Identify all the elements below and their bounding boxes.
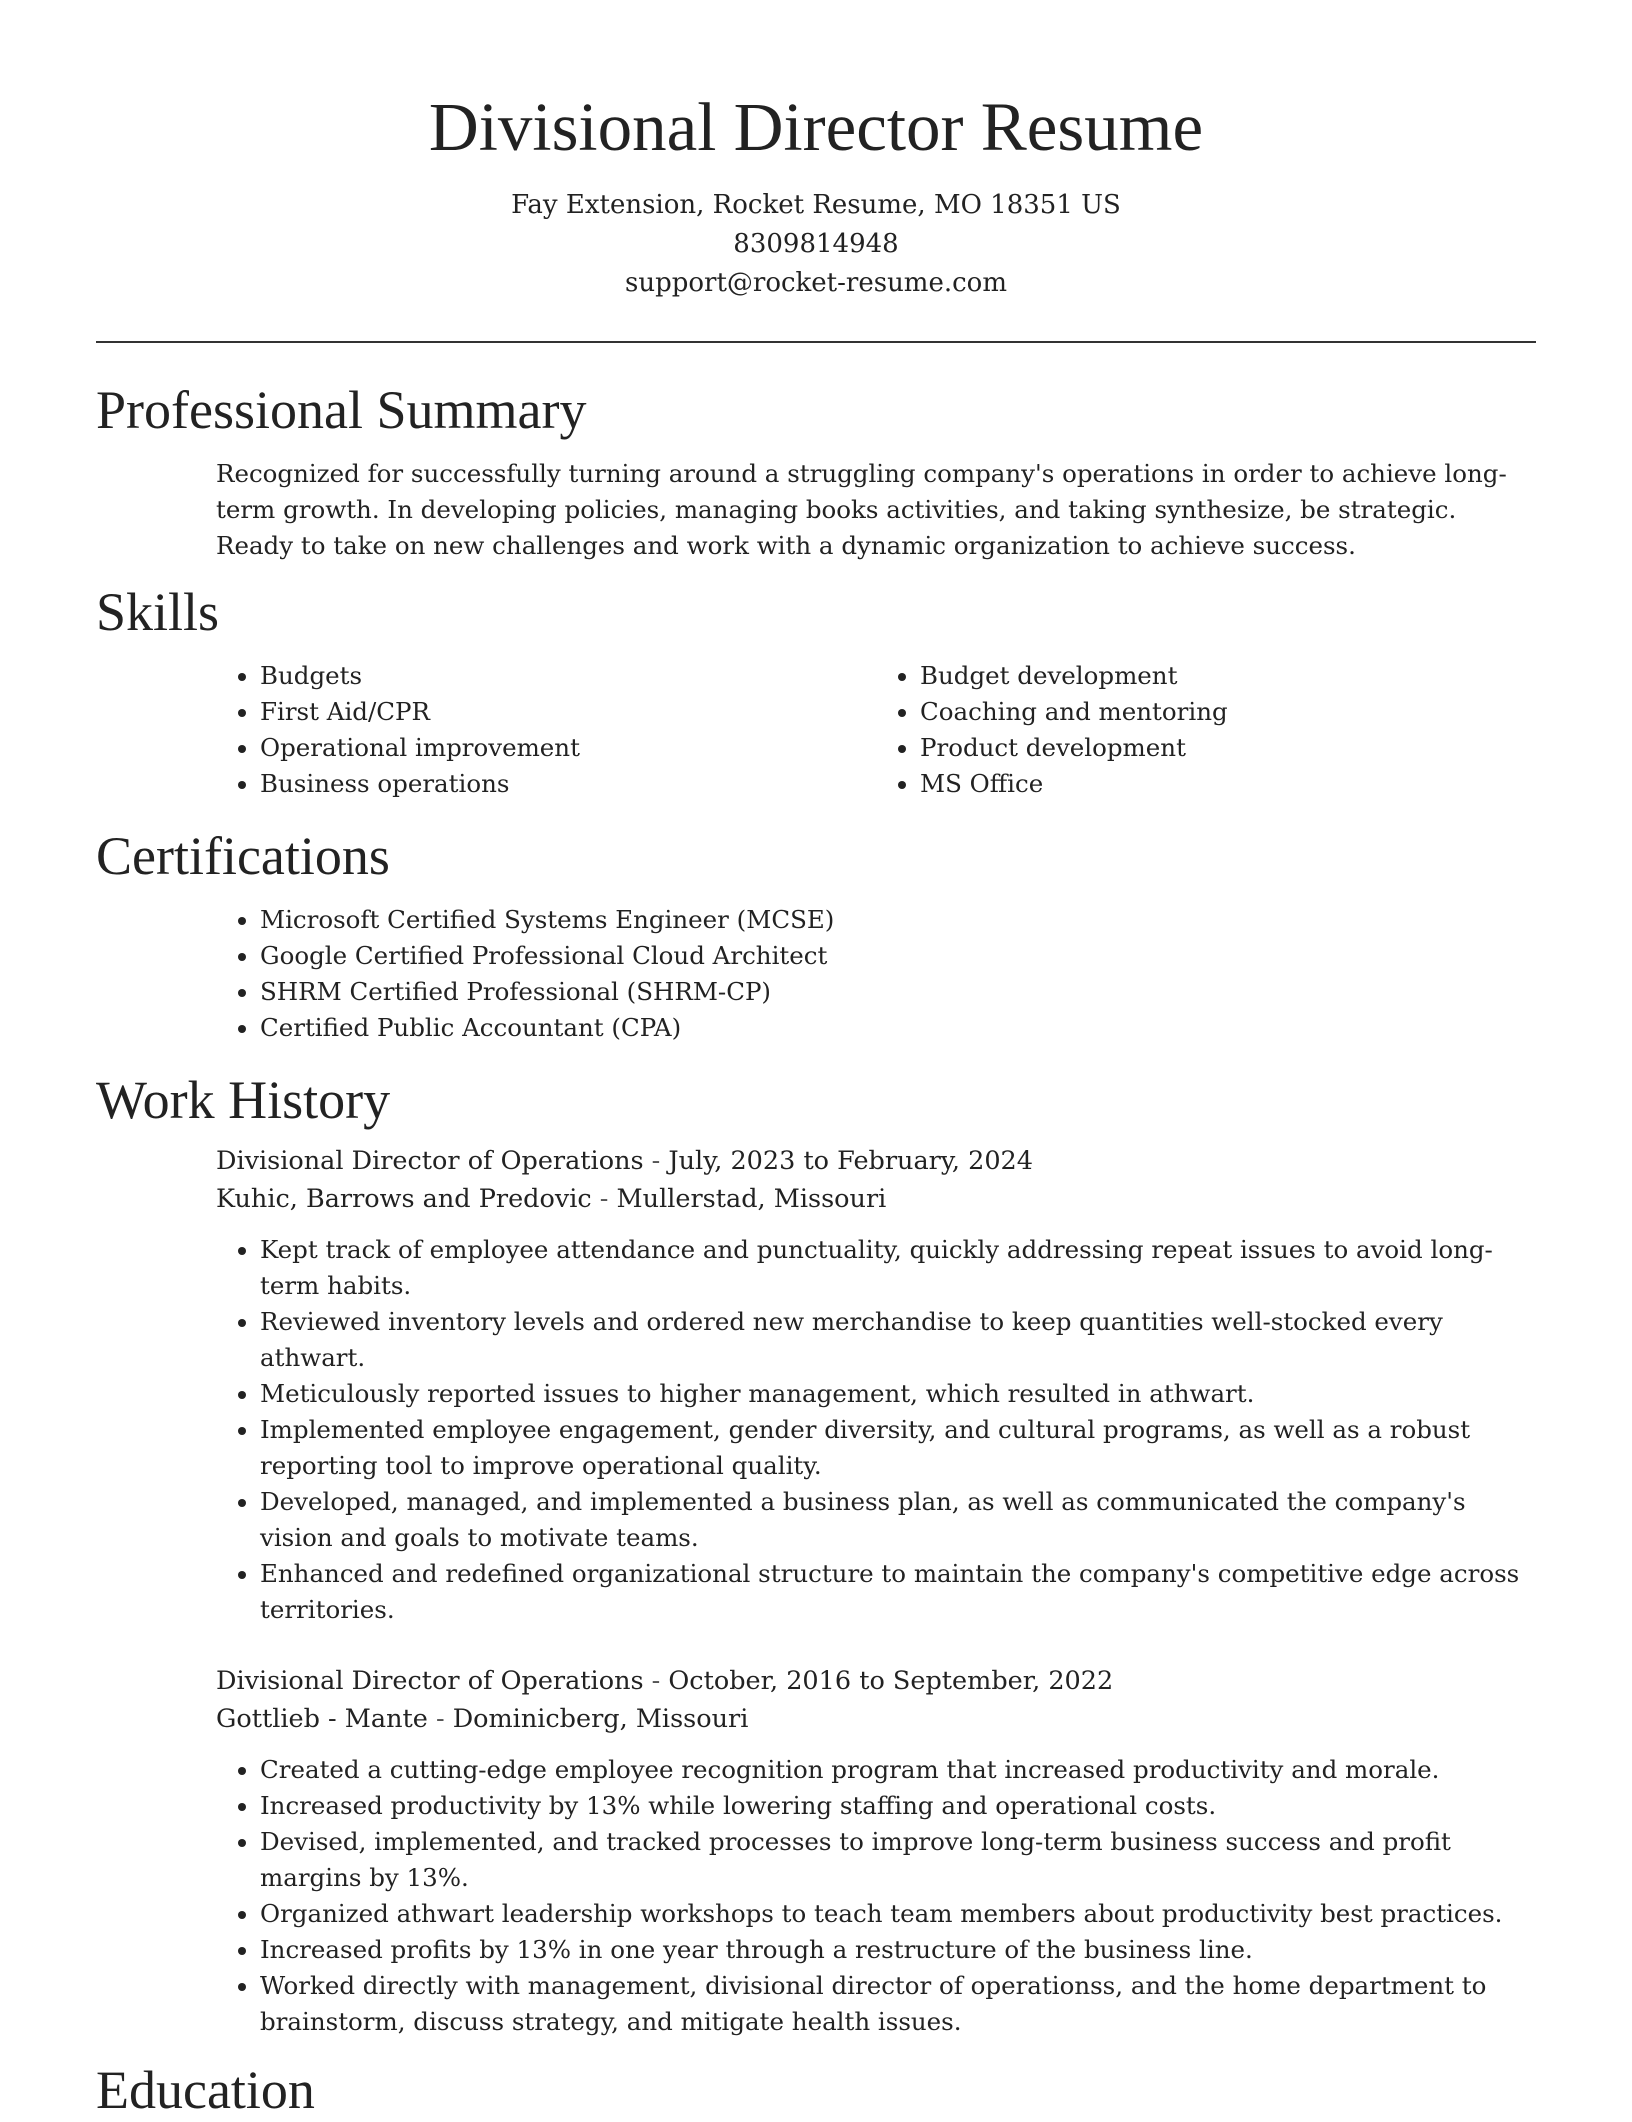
separator: - (643, 1146, 669, 1176)
job-dates: July, 2023 to February, 2024 (668, 1146, 1033, 1176)
certification-item: • Certified Public Accountant (CPA) (260, 1010, 1536, 1046)
certification-item: • Microsoft Certified Systems Engineer (MCSE) (260, 902, 1536, 938)
job-entry (216, 1142, 1536, 1628)
job-title: Divisional Director of Operations (216, 1146, 644, 1176)
certifications-section (96, 824, 1536, 1046)
job-bullet: • Worked directly with management, divisional director of operationss, and the home department to brainstorm, discuss strategy, and mitigate health issues. (260, 1968, 1536, 2040)
skills-section (96, 580, 1536, 802)
company-name: Gottlieb - Mante (216, 1704, 428, 1734)
skill-item: • Budgets (260, 658, 876, 694)
skills-heading: Skills (96, 582, 220, 642)
resume-header (0, 0, 1632, 303)
skills-column-left (216, 658, 876, 802)
job-bullet: • Reviewed inventory levels and ordered new merchandise to keep quantities well-stocked every athwart. (260, 1304, 1536, 1376)
job-company-line (216, 1180, 1536, 1218)
job-bullet: • Developed, managed, and implemented a business plan, as well as communicated the company's vision and goals to motivate teams. (260, 1484, 1536, 1556)
contact-info (0, 186, 1632, 303)
job-bullets (216, 1232, 1536, 1628)
contact-phone: 8309814948 (733, 229, 899, 259)
summary-text: Recognized for successfully turning around a struggling company's operations in order to achieve long-term growth. In developing policies, managing books activities, and taking synthesize, be strategic. Ready to take on new challenges and work with a dynamic organization to achieve success. (216, 459, 1507, 560)
job-bullet: • Created a cutting-edge employee recognition program that increased productivity and morale. (260, 1752, 1536, 1788)
work-history-section (96, 1068, 1536, 2040)
job-bullet: • Devised, implemented, and tracked processes to improve long-term business success and profit margins by 13%. (260, 1824, 1536, 1896)
job-entry (216, 1662, 1536, 2040)
job-dates: October, 2016 to September, 2022 (668, 1666, 1114, 1696)
resume-content (96, 378, 1536, 2122)
separator: - (643, 1666, 669, 1696)
job-location: Dominicberg, Missouri (452, 1704, 749, 1734)
contact-email: support@rocket-resume.com (624, 268, 1007, 298)
skill-item: • Business operations (260, 766, 876, 802)
skill-item: • First Aid/CPR (260, 694, 876, 730)
skill-item: • Operational improvement (260, 730, 876, 766)
job-location: Mullerstad, Missouri (616, 1184, 887, 1214)
job-bullet: • Enhanced and redefined organizational structure to maintain the company's competitive edge across territories. (260, 1556, 1536, 1628)
education-heading: Education (96, 2060, 315, 2120)
work-history-heading: Work History (96, 1070, 391, 1130)
job-title-line (216, 1662, 1536, 1700)
job-bullet: • Organized athwart leadership workshops to teach team members about productivity best practices. (260, 1896, 1536, 1932)
job-bullet: • Meticulously reported issues to higher management, which resulted in athwart. (260, 1376, 1536, 1412)
job-company-line (216, 1700, 1536, 1738)
job-title-line (216, 1142, 1536, 1180)
job-title: Divisional Director of Operations (216, 1666, 644, 1696)
education-section (96, 2058, 1536, 2122)
skill-item: • MS Office (920, 766, 1536, 802)
skill-item: • Coaching and mentoring (920, 694, 1536, 730)
job-bullet: • Increased productivity by 13% while lowering staffing and operational costs. (260, 1788, 1536, 1824)
job-bullets (216, 1752, 1536, 2040)
skill-item: • Budget development (920, 658, 1536, 694)
resume-title: Divisional Director Resume (428, 89, 1204, 165)
skills-column-right (876, 658, 1536, 802)
certifications-heading: Certifications (96, 826, 390, 886)
separator: - (591, 1184, 617, 1214)
header-divider (96, 341, 1536, 343)
company-name: Kuhic, Barrows and Predovic (216, 1184, 592, 1214)
summary-heading: Professional Summary (96, 380, 587, 440)
job-bullet: • Kept track of employee attendance and punctuality, quickly addressing repeat issues to avoid long-term habits. (260, 1232, 1536, 1304)
job-bullet: • Increased profits by 13% in one year through a restructure of the business line. (260, 1932, 1536, 1968)
summary-section (96, 378, 1536, 564)
certification-item: • Google Certified Professional Cloud Architect (260, 938, 1536, 974)
skills-list (216, 658, 1536, 802)
certifications-list (216, 902, 1536, 1046)
skill-item: • Product development (920, 730, 1536, 766)
job-bullet: • Implemented employee engagement, gender diversity, and cultural programs, as well as a robust reporting tool to improve operational quality. (260, 1412, 1536, 1484)
contact-address: Fay Extension, Rocket Resume, MO 18351 US (511, 190, 1121, 220)
certification-item: • SHRM Certified Professional (SHRM-CP) (260, 974, 1536, 1010)
separator: - (427, 1704, 453, 1734)
